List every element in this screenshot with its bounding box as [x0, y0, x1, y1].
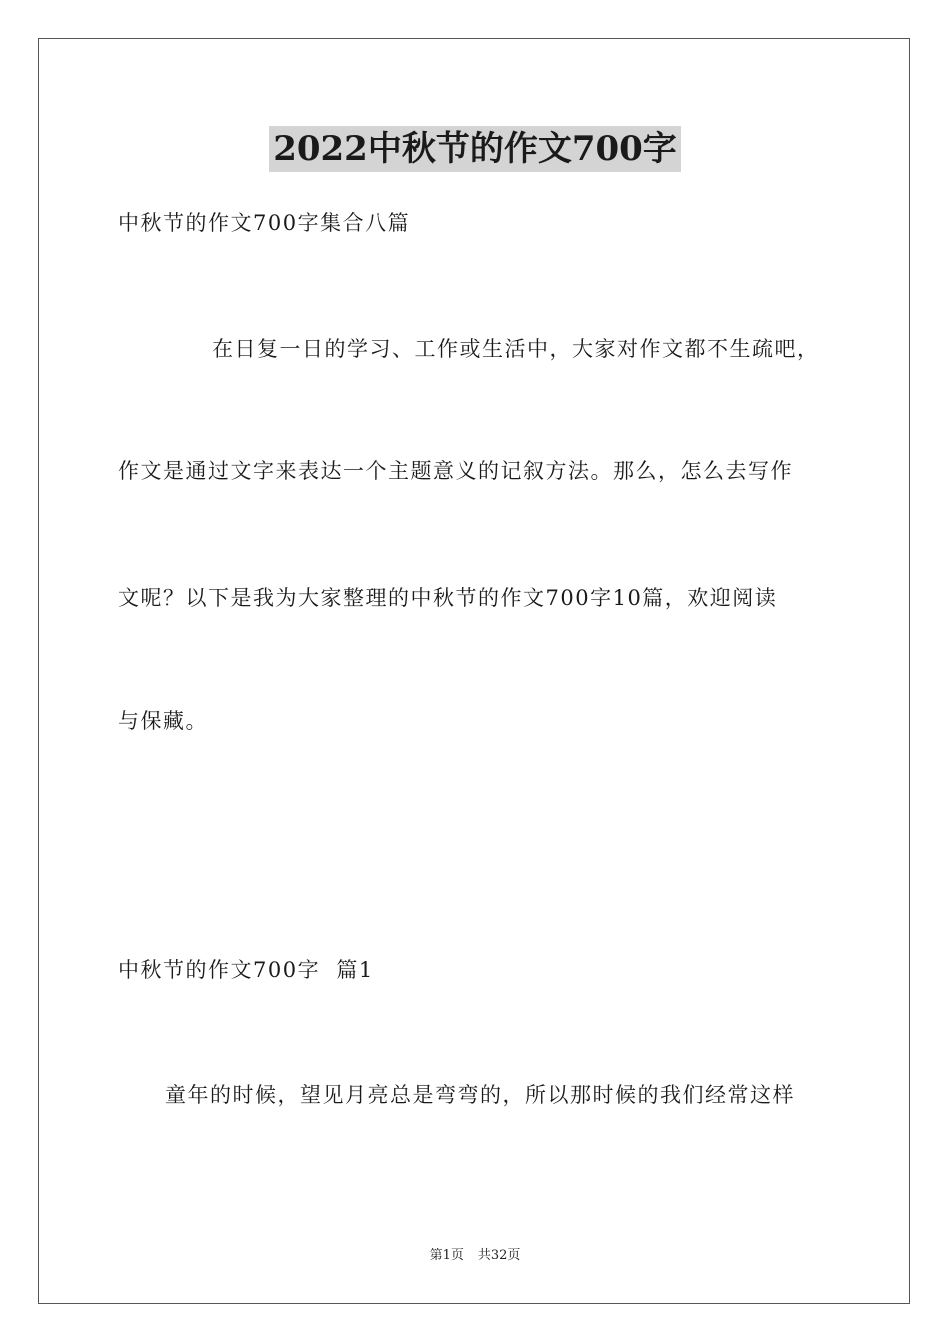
page-number-current: 第1页	[429, 1248, 464, 1263]
intro-line: 作文是通过文字来表达一个主题意义的记叙方法。那么，怎么去写作	[118, 459, 793, 483]
page-footer	[0, 1247, 950, 1265]
document-title-row	[0, 126, 950, 172]
intro-line: 与保藏。	[118, 709, 208, 733]
intro-line: 文呢？以下是我为大家整理的中秋节的作文700字10篇，欢迎阅读	[118, 586, 778, 610]
page-number-total: 共32页	[477, 1248, 521, 1263]
document-subtitle: 中秋节的作文700字集合八篇	[118, 211, 411, 235]
body-line: 童年的时候，望见月亮总是弯弯的，所以那时候的我们经常这样	[165, 1083, 795, 1107]
intro-line: 在日复一日的学习、工作或生活中，大家对作文都不生疏吧，	[212, 337, 820, 361]
section-heading: 中秋节的作文700字 篇1	[118, 958, 374, 982]
document-title: 2022中秋节的作文700字	[269, 126, 681, 172]
